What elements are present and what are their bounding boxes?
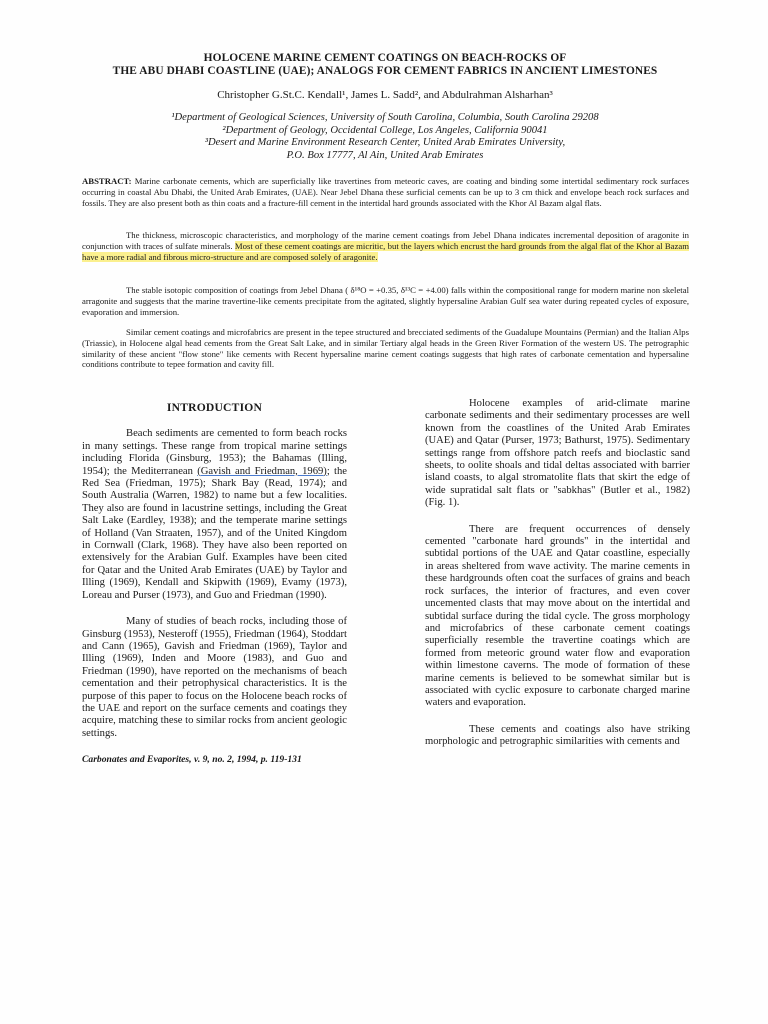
body-text: Beach sediments are cemented to form beach rocks in many settings. These range from tropical marine settings including Florida (Ginsburg, 1953); the Bahamas (Illing, 1954); the Mediterranean xyxy=(82,428,347,477)
author-list: Christopher G.St.C. Kendall¹, James L. Sadd², and Abdulrahman Alsharhan³ xyxy=(217,89,553,101)
abstract-paragraph-2 xyxy=(82,230,689,262)
title-line-1: HOLOCENE MARINE CEMENT COATINGS ON BEACH-ROCKS OF xyxy=(203,52,567,64)
journal-citation: Carbonates and Evaporites, v. 9, no. 2, 1994, p. 119-131 xyxy=(82,754,302,765)
affiliation-1: ¹Department of Geological Sciences, University of South Carolina, Columbia, South Carolina 29208 xyxy=(171,112,599,123)
right-column xyxy=(425,398,690,763)
paper-title xyxy=(80,52,690,78)
affiliations xyxy=(80,112,690,162)
affiliation-3: ³Desert and Marine Environment Research Center, United Arab Emirates University, xyxy=(204,137,566,148)
abstract-paragraph-4: Similar cement coatings and microfabrics are present in the tepee structured and brecciated sediments of the Guadalupe Mountains (Permian) and the Italian Alps (Triassic), in Holocene algal head cements from the Great Salt Lake, and in similar Tertiary algal heads in the Green River Formation of the western US. The petrographic similarity of these ancient "flow stone" like cements with Recent hypersaline marine cement coatings suggests that high rates of carbonate cementation and hypersaline conditions contribute to tepee formation and cavity fill. xyxy=(82,327,689,370)
affiliation-3-cont: P.O. Box 17777, Al Ain, United Arab Emirates xyxy=(286,149,484,161)
body-paragraph: These cements and coatings also have striking morphologic and petrographic similarities with cements and xyxy=(425,723,690,748)
abstract-paragraph-1 xyxy=(82,176,689,208)
abstract-label: ABSTRACT: xyxy=(82,176,132,186)
title-line-2: THE ABU DHABI COASTLINE (UAE); ANALOGS FOR CEMENT FABRICS IN ANCIENT LIMESTONES xyxy=(112,65,658,77)
highlighted-text[interactable]: Most of these cement coatings are micritic, but the layers which encrust the hard grounds from the algal flat of the Khor al Bazam have a more radial and fibrous micro-structure and are composed solely of aragonite. xyxy=(82,240,689,262)
body-paragraph: There are frequent occurrences of densely cemented "carbonate hard grounds" in the intertidal and subtidal portions of the UAE and Qatar coastline, especially in areas sheltered from wave activity. The marine cements in these hardgrounds often coat the surfaces of grains and beach rock surfaces, the interior of fractures, and even cover uncemented clasts that may move about on the intertidal and subtidal surface during the tidal cycle. The gross morphology and microfabrics of these carbonate cement coatings superficially resemble the travertine coatings which are formed from meteoric ground water flow and evaporation within limestone caverns. The mode of formation of these marine cements is believed to be somewhat similar but is associated with cyclic exposure to carbonate charged marine waters and evaporation. xyxy=(425,523,690,709)
abstract-p1-text: Marine carbonate cements, which are superficially like travertines from meteoric caves, are coating and binding some intertidal sedimentary rock surfaces occurring in coastal Abu Dhabi, the United Arab Emirates, (UAE). Near Jebel Dhana these surficial cements can be up to 3 cm thick and envelope beach rock surfaces and fossils. They are also present both as thin coats and a fracture-fill cement in the intertidal hard grounds associated with the Khor Al Bazam algal flats. xyxy=(82,176,689,208)
abstract-p2-text: The thickness, microscopic characteristics, and morphology of the marine cement coatings from Jebel Dhana indicates incremental deposition of aragonite in conjunction with traces of sulfate minerals. xyxy=(82,230,689,251)
affiliation-2: ²Department of Geology, Occidental College, Los Angeles, California 90041 xyxy=(222,124,548,136)
citation-link[interactable]: (Gavish and Friedman, 1969) xyxy=(197,465,327,477)
body-paragraph: Many of studies of beach rocks, including those of Ginsburg (1953), Nesteroff (1955), Friedman (1964), Stoddart and Cann (1965), Gavish and Friedman (1969), Taylor and Illing (1969), Inden and Moore (1983), and Guo and Friedman (1990), have reported on the mechanisms of beach cementation and their petrophysical characteristics. It is the purpose of this paper to focus on the Holocene beach rocks of the UAE and report on the surface cements and coatings they acquire, matching these to similar rocks from ancient geologic settings. xyxy=(82,616,347,739)
body-text: ; the Red Sea (Friedman, 1975); Shark Bay (Read, 1974); and South Australia (Warren, 1982) to name but a few localities. They also are found in lacustrine settings, including the Great Salt Lake (Eardley, 1938); and the temperate marine settings of Holland (Van Straaten, 1957), and of the United Kingdom in Cornwall (Clark, 1968). They have also been reported on extensively for the Arabian Gulf. Examples have been cited for Qatar and the United Arab Emirates (UAE) by Taylor and Illing (1969), Kendall and Skipwith (1969), Evamy (1973), Loreau and Purser (1973), and Guo and Friedman (1990). xyxy=(82,465,347,601)
abstract-paragraph-3: The stable isotopic composition of coatings from Jebel Dhana ( δ¹⁸O = +0.35, δ¹³C = +4.00) falls within the compositional range for modern marine non skeletal arragonite and suggests that the marine travertine-like cements precipitate from the agitated, slightly hypersaline Arabian Gulf sea water during repeated cycles of exposure, evaporation and immersion. xyxy=(82,285,689,317)
section-heading: INTRODUCTION xyxy=(166,401,263,414)
body-paragraph xyxy=(82,428,347,602)
left-column xyxy=(82,398,347,754)
body-paragraph: Holocene examples of arid-climate marine carbonate sediments and their sedimentary processes are well known from the coastlines of the United Arab Emirates (UAE) and Qatar (Purser, 1973; Bathurst, 1975). Sedimentary settings range from offshore patch reefs and bioclastic sand sheets, to oolite shoals and tidal deltas associated with barrier island coasts, to algal stromatolite flats that skirt the edge of wide supratidal salt flats or "sabkhas" (Butler et al., 1982) (Fig. 1). xyxy=(425,398,690,509)
